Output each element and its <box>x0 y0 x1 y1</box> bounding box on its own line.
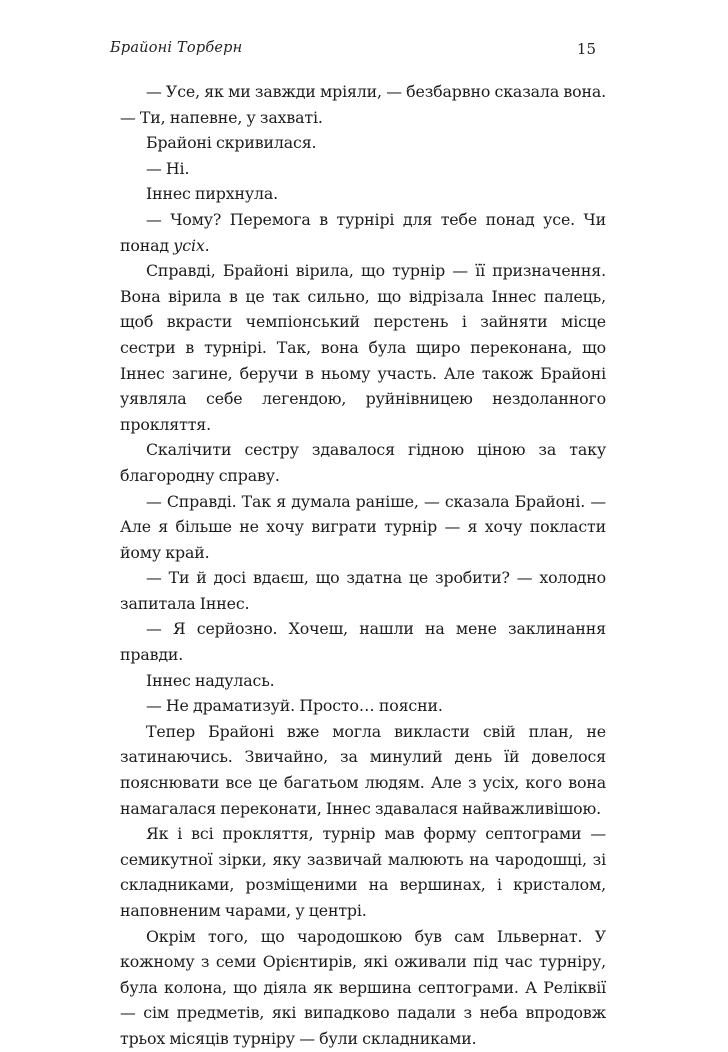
paragraph: Брайоні скривилася. <box>146 133 317 153</box>
paragraph: Тепер Брайоні вже могла викласти свій план, не затинаючись. Звичайно, за минулий день їй довелося пояснювати все це багатьом людям. Але з усіх, кого вона намагалася переконати, Іннес здавалася найважливішою. <box>120 721 606 818</box>
paragraph-with-emphasis: — Чому? Перемога в турнірі для тебе понад усе. Чи понад усіх. <box>120 209 606 255</box>
paragraph: Як і всі прокляття, турнір мав форму септограми — семикутної зірки, яку зазвичай малюють на чародошці, зі складниками, розміщеними на вершинах, і кристалом, наповненим чарами, у центрі. <box>120 824 606 920</box>
chapter-title: Брайоні Торберн <box>110 40 243 56</box>
paragraph: Іннес пирхнула. <box>146 184 279 204</box>
page-number: 15 <box>576 40 596 58</box>
paragraph: — Ні. <box>146 158 190 178</box>
paragraph: — Я серйозно. Хочеш, нашли на мене заклинання правди. <box>120 619 606 665</box>
paragraph: Окрім того, що чародошкою був сам Ільвернат. У кожному з семи Орієнтирів, які оживали під час турніру, була колона, що діяла як вершина септограми. А Реліквії — сім предметів, які випадково падали з неба впродовж трьох місяців турніру — були складниками. <box>120 926 606 1048</box>
running-header <box>110 40 596 64</box>
paragraph: Іннес надулась. <box>146 670 275 690</box>
body-text <box>120 79 606 1052</box>
paragraph: — Не драматизуй. Просто… поясни. <box>146 696 443 716</box>
paragraph-text: — Чому? Перемога в турнірі для тебе понад усе. Чи понад <box>120 209 606 255</box>
paragraph: Справді, Брайоні вірила, що турнір — її призначення. Вона вірила в це так сильно, що відрізала Іннес палець, щоб вкрасти чемпіонський перстень і зайняти місце сестри в турнірі. Так, вона була щиро переконана, що Іннес загине, беручи в ньому участь. Але також Брайоні уявляла себе легендою, руйнівницею нездоланного прокляття. <box>120 261 606 434</box>
paragraph: Скалічити сестру здавалося гідною ціною за таку благородну справу. <box>120 440 606 485</box>
paragraph: — Справді. Так я думала раніше, — сказала Брайоні. — Але я більше не хочу виграти турнір — я хочу покласти йому край. <box>120 491 606 562</box>
paragraph: — Усе, як ми завжди мріяли, — безбарвно сказала вона. — Ти, напевне, у захваті. <box>120 82 606 127</box>
paragraph: — Ти й досі вдаєш, що здатна це зробити? — холодно запитала Іннес. <box>120 568 606 613</box>
emphasized-word: усіх <box>173 235 205 255</box>
